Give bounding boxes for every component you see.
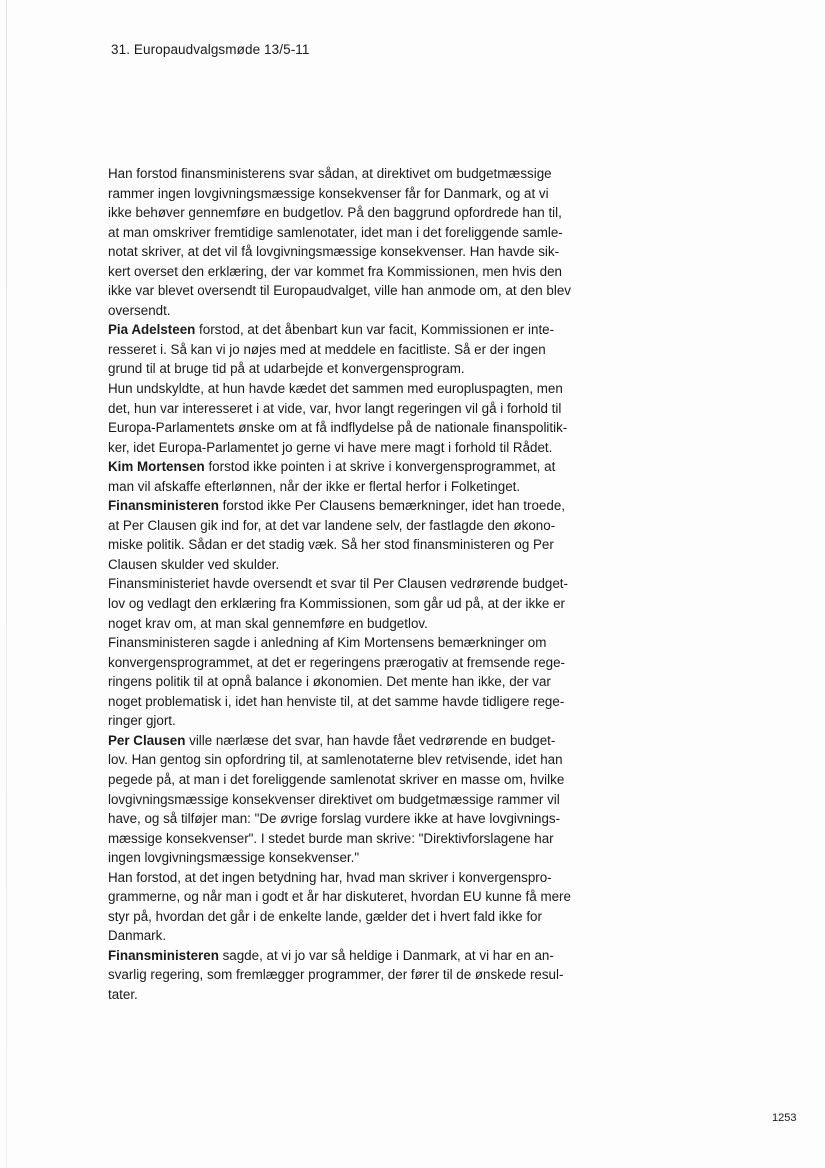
text-line (108, 594, 593, 614)
line-text: forstod, at det åbenbart kun var facit, Kommissionen er inte- (195, 322, 555, 338)
line-text: resseret i. Så kan vi jo nøjes med at meddele en facitliste. Så er der ingen (108, 341, 546, 357)
text-line (108, 457, 593, 477)
text-line (108, 653, 593, 673)
text-line (108, 242, 593, 262)
text-line (108, 262, 593, 282)
line-text: kert overset den erklæring, der var kommet fra Kommissionen, men hvis den (108, 263, 562, 279)
line-text: at man omskriver fremtidige samlenotater, idet man i det foreliggende samle- (108, 224, 563, 240)
line-text: miske politik. Sådan er det stadig væk. Så her stod finansministeren og Per (108, 537, 554, 553)
line-text: ringer gjort. (108, 713, 176, 729)
speaker-name: Finansministeren (108, 498, 219, 514)
line-text: Han forstod, at det ingen betydning har, hvad man skriver i konvergenspro- (108, 869, 552, 885)
line-text: tater. (108, 986, 138, 1002)
text-line (108, 907, 593, 927)
line-text: noget krav om, at man skal gennemføre en budgetlov. (108, 615, 428, 631)
line-text: noget problematisk i, idet han henviste til, at det samme havde tidligere rege- (108, 693, 565, 709)
text-line (108, 848, 593, 868)
text-line (108, 750, 593, 770)
line-text: Finansministeren sagde i anledning af Kim Mortensens bemærkninger om (108, 635, 547, 651)
text-line (108, 868, 593, 888)
line-text: sagde, at vi jo var så heldige i Danmark, at vi har en an- (218, 947, 554, 963)
line-text: ville nærlæse det svar, han havde fået vedrørende en budget- (185, 732, 556, 748)
line-text: Hun undskyldte, at hun havde kædet det sammen med europluspagten, men (108, 381, 563, 397)
text-line (108, 496, 593, 516)
line-text: lov. Han gentog sin opfordring til, at samlenotaterne blev retvisende, idet han (108, 752, 563, 768)
scan-edge-line (6, 0, 7, 1168)
text-line (108, 633, 593, 653)
text-line (108, 672, 593, 692)
line-text: man vil afskaffe efterlønnen, når der ikke er flertal herfor i Folketinget. (108, 478, 521, 494)
text-line (108, 399, 593, 419)
line-text: ikke behøver gennemføre en budgetlov. På den baggrund opfordrede han til, (108, 205, 562, 221)
text-line (108, 223, 593, 243)
text-line (108, 809, 593, 829)
text-line (108, 614, 593, 634)
text-line (108, 535, 593, 555)
minutes-paragraph (108, 946, 593, 1005)
text-line (108, 731, 593, 751)
line-text: at Per Clausen gik ind for, at det var landene selv, der fastlagde den økono- (108, 517, 556, 533)
line-text: Finansministeriet havde oversendt et svar til Per Clausen vedrørende budget- (108, 576, 568, 592)
text-line (108, 438, 593, 458)
line-text: Danmark. (108, 928, 167, 944)
text-line (108, 418, 593, 438)
line-text: Clausen skulder ved skulder. (108, 556, 280, 572)
line-text: styr på, hvordan det går i de enkelte lande, gælder det i hvert fald ikke for (108, 908, 542, 924)
line-text: have, og så tilføjer man: "De øvrige forslag vurdere ikke at have lovgivnings- (108, 811, 561, 827)
text-line (108, 203, 593, 223)
speaker-name: Finansministeren (108, 947, 219, 963)
minutes-paragraph (108, 633, 593, 731)
speaker-name: Kim Mortensen (108, 459, 205, 475)
minutes-paragraph (108, 496, 593, 574)
text-line (108, 985, 593, 1005)
line-text: konvergensprogrammet, at det er regeringens prærogativ at fremsende rege- (108, 654, 566, 670)
text-line (108, 184, 593, 204)
line-text: ker, idet Europa-Parlamentet jo gerne vi have mere magt i forhold til Rådet. (108, 439, 553, 455)
line-text: svarlig regering, som fremlægger programmer, der fører til de ønskede resul- (108, 967, 564, 983)
speaker-name: Pia Adelsteen (108, 322, 196, 338)
minutes-paragraph (108, 868, 593, 946)
text-line (108, 379, 593, 399)
text-line (108, 340, 593, 360)
text-line (108, 301, 593, 321)
minutes-paragraph (108, 457, 593, 496)
minutes-paragraph (108, 379, 593, 457)
minutes-paragraph (108, 574, 593, 633)
page-header: 31. Europaudvalgsmøde 13/5-11 (111, 42, 310, 57)
line-text: forstod ikke Per Clausens bemærkninger, idet han troede, (218, 498, 565, 514)
text-line (108, 887, 593, 907)
text-line (108, 477, 593, 497)
text-line (108, 555, 593, 575)
line-text: rammer ingen lovgivningsmæssige konsekvenser får for Danmark, og at vi (108, 185, 549, 201)
line-text: pegede på, at man i det foreliggende samlenotat skriver en masse om, hvilke (108, 771, 565, 787)
line-text: grammerne, og når man i godt et år har diskuteret, hvordan EU kunne få mere (108, 889, 571, 905)
line-text: mæssige konsekvenser". I stedet burde man skrive: "Direktivforslagene har (108, 830, 554, 846)
text-line (108, 926, 593, 946)
minutes-paragraph (108, 320, 593, 379)
line-text: notat skriver, at det vil få lovgivningsmæssige konsekvenser. Han havde sik- (108, 244, 560, 260)
line-text: lov og vedlagt den erklæring fra Kommissionen, som går ud på, at der ikke er (108, 596, 565, 612)
text-line (108, 359, 593, 379)
text-line (108, 829, 593, 849)
text-line (108, 790, 593, 810)
text-line (108, 574, 593, 594)
text-line (108, 516, 593, 536)
text-line (108, 770, 593, 790)
text-line (108, 965, 593, 985)
line-text: Han forstod finansministerens svar sådan, at direktivet om budgetmæssige (108, 166, 552, 181)
line-text: oversendt. (108, 302, 171, 318)
page-number: 1253 (772, 1112, 797, 1124)
line-text: ringens politik til at opnå balance i økonomien. Det mente han ikke, der var (108, 674, 551, 690)
line-text: det, hun var interesseret i at vide, var, hvor langt regeringen vil gå i forhold til (108, 400, 562, 416)
minutes-paragraph (108, 731, 593, 868)
line-text: grund til at bruge tid på at udarbejde et konvergensprogram. (108, 361, 465, 377)
minutes-body (108, 164, 593, 1005)
line-text: ikke var blevet oversendt til Europaudvalget, ville han anmode om, at den blev (108, 283, 571, 299)
text-line (108, 320, 593, 340)
speaker-name: Per Clausen (108, 732, 186, 748)
text-line (108, 692, 593, 712)
text-line (108, 164, 593, 184)
line-text: forstod ikke pointen i at skrive i konvergensprogrammet, at (204, 459, 556, 475)
line-text: lovgivningsmæssige konsekvenser direktivet om budgetmæssige rammer vil (108, 791, 560, 807)
minutes-paragraph (108, 164, 593, 320)
text-line (108, 281, 593, 301)
text-line (108, 946, 593, 966)
line-text: ingen lovgivningsmæssige konsekvenser." (108, 850, 360, 866)
line-text: Europa-Parlamentets ønske om at få indflydelse på de nationale finanspolitik- (108, 420, 568, 436)
text-line (108, 711, 593, 731)
